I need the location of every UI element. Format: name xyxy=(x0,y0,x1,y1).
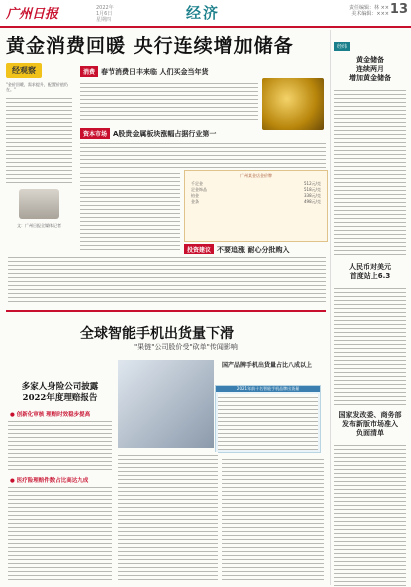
right-news-column xyxy=(330,30,409,585)
main-headline: 黄金消费回暖 央行连续增加储备 xyxy=(6,35,294,57)
section-title-text: 春节消费日丰来临 人们买金当年货 xyxy=(101,68,209,76)
right-story-title-2: 人民币对美元 首度站上6.3 xyxy=(349,263,391,280)
article-text-2 xyxy=(80,140,326,168)
right-story-text-1 xyxy=(334,87,406,257)
commentary-column xyxy=(6,58,72,248)
right-story-text-2 xyxy=(334,285,406,405)
table-title: 2021年前十名智能手机品牌出货量 xyxy=(216,386,320,392)
smartphone-photo xyxy=(118,360,214,448)
price-value: 338元/克 xyxy=(304,193,321,198)
price-item: 足金饰品 xyxy=(191,187,207,192)
author-photo xyxy=(19,189,59,219)
right-story-title-3: 国家发改委、商务部 发布新版市场准入 负面清单 xyxy=(338,411,402,437)
section-tag: 消费 xyxy=(80,66,98,77)
insurance-text-1 xyxy=(8,418,112,472)
commentary-text: "金价回暖，需求提升，配置价值仍在。" xyxy=(6,82,68,92)
section-tag: 资本市场 xyxy=(80,128,110,139)
price-item: 金条 xyxy=(191,199,199,204)
phone-shipment-table xyxy=(215,385,321,453)
insurance-subhead-2: ● 医疗险理赔件数占比高达九成 xyxy=(10,478,89,484)
price-item: 铂金 xyxy=(191,193,199,198)
article-text-4 xyxy=(8,254,326,304)
section-title-text: A股贵金属板块涨幅占据行业第一 xyxy=(113,130,217,138)
section-divider xyxy=(6,310,326,312)
section-title: 经济 xyxy=(186,4,221,22)
section-heading-consumption xyxy=(80,66,208,77)
right-column-tag: 经纬 xyxy=(334,42,350,51)
price-item: 千足金 xyxy=(191,181,203,186)
article-text-3 xyxy=(80,170,180,250)
editor-info: 责任编辑：林 ×× 美术编辑：××× xyxy=(349,5,389,17)
commentary-caption: 文：广州日报全媒体记者 xyxy=(17,223,61,228)
price-value: 512元/克 xyxy=(304,181,321,186)
date-info: 2022年 1月6日 星期四 xyxy=(96,5,114,23)
insurance-headline: 多家人身险公司披露 2022年度理赔报告 xyxy=(21,382,99,403)
gold-price-board xyxy=(184,170,328,242)
phone-article-text-1 xyxy=(118,452,218,580)
phone-subtitle: "果链"公司股价受"砍单"传闻影响 xyxy=(134,343,238,351)
commentary-body xyxy=(6,95,72,185)
newspaper-logo: 广州日报 xyxy=(6,7,59,22)
section-tag: 投资建议 xyxy=(184,244,214,255)
page-number: 13 xyxy=(389,2,408,17)
insurance-subhead-1: ● 创新化审核 理赔时效稳步提高 xyxy=(10,412,91,418)
gold-jewelry-photo xyxy=(262,78,324,130)
section-heading-market xyxy=(80,128,216,139)
price-board-title: 广州某金店金价牌 xyxy=(240,173,272,178)
masthead xyxy=(0,0,411,28)
price-value: 518元/克 xyxy=(304,187,321,192)
commentary-tag: 经观察 xyxy=(6,63,42,78)
phone-chart-heading: 国产品牌手机出货量占比八成以上 xyxy=(222,362,313,369)
article-text-1 xyxy=(80,80,258,122)
phone-headline: 全球智能手机出货量下滑 xyxy=(80,326,234,342)
section-title-text: 不要追涨 耐心分批购入 xyxy=(217,246,290,254)
price-row xyxy=(185,199,327,205)
table-body xyxy=(218,394,318,450)
price-value: 498元/克 xyxy=(304,199,321,204)
right-story-title-1: 黄金储备 连续两月 增加黄金储备 xyxy=(349,56,391,82)
insurance-text-2 xyxy=(8,484,112,580)
right-story-text-3 xyxy=(334,442,406,587)
phone-article-text-2 xyxy=(222,456,324,580)
